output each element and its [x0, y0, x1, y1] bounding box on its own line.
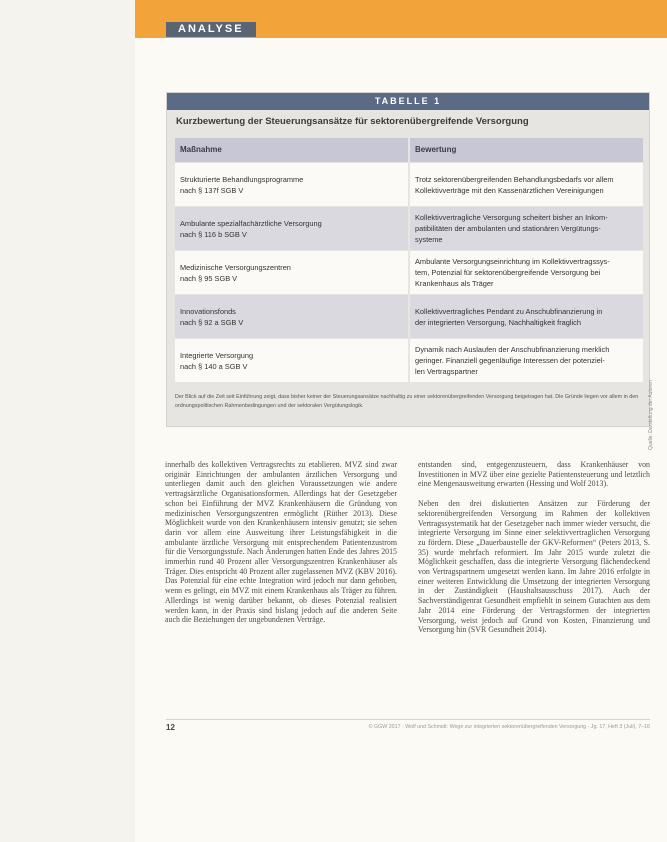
- assessment-line: systeme: [415, 235, 443, 244]
- side-credit: Quelle: Darstellung der Autoren: [648, 380, 654, 450]
- column-header-measure: Maßnahme: [175, 138, 408, 162]
- assessment-line: Dynamik nach Auslaufen der Anschubfinanzierung merklich: [415, 345, 610, 354]
- body-paragraph: innerhalb des kollektiven Vertragsrechts zu etablieren. MVZ sind zwar originär Einrichtungen der ambulanten ärztlichen Versorgung und unterliegen damit auch den gleichen Voraussetzungen wie andere vertragsärztliche Organisationsformen. Allerdings hat der Gesetzgeber schon bei Einführung der MVZ Krankenhäusern die Gründung von medizinischen Versorgungszentren ermöglicht (Rüther 2013). Diese Möglichkeit wurde von den Krankenhäusern intensiv genutzt; sie sehen darin vor allem eine Ausweitung ihrer Leistungsfähigkeit in die ambulante ärztliche Versorgung mit entsprechendem Patientenzustrom für die Versorgungsstufe. Nach Änderungen hatten Ende des Jahres 2015 immerhin rund 40 Prozent aller Versorgungszentren Krankenhäuser als Träger. Dies entspricht 40 Prozent aller zugelassenen MVZ (KBV 2016). Das Potenzial für eine echte Integration wird jedoch nur dann gehoben, wenn es gelingt, ein MVZ mit einem Krankenhaus als Träger zu führen. Allerdings ist wenig darüber bekannt, ob dieses Potenzial realisiert werden kann, in der Praxis sind bislang jedoch auf die anderen Seite auch die Beziehungen der ungebundenen Verträge.: [165, 460, 397, 625]
- body-column-right: [418, 460, 650, 635]
- measure-cell: [175, 295, 408, 338]
- assessment-cell: [410, 251, 643, 294]
- table-row: [175, 207, 643, 250]
- table-title: Kurzbewertung der Steuerungsansätze für sektorenübergreifende Versorgung: [176, 116, 529, 127]
- measure-line: nach § 95 SGB V: [180, 273, 238, 283]
- assessment-line: Trotz sektorenübergreifenden Behandlungsbedarfs vor allem: [415, 174, 614, 184]
- table-row: [175, 295, 643, 338]
- assessment-line: patibilitäten der ambulanten und stationären Vergütungs-: [415, 224, 601, 233]
- table-box: [166, 92, 650, 427]
- table-note: Der Blick auf die Zeit seit Einführung zeigt, dass bisher keiner der Steuerungsansätze nachhaltig zu einer sektorenübergreifenden Versorgung beigetragen hat. Die Gründe liegen vor allem in den ordnungspolitischen Rahmenbedingungen und der sektoralen Vergütungslogik.: [175, 394, 639, 409]
- page-margin: [0, 0, 135, 842]
- body-paragraph: entstanden sind, entgegenzusteuern, dass Krankenhäuser von Investitionen in MVZ über eine gezielte Patientensteuerung und letztlich eine Mengenausweitung erwarten (Hessing und Wolf 2013).: [418, 460, 650, 489]
- assessment-line: geringer. Finanziell gegenläufige Interessen der potenziel-: [415, 356, 605, 365]
- measure-line: Ambulante spezialfachärztliche Versorgung: [180, 218, 322, 228]
- measure-line: nach § 92 a SGB V: [180, 317, 244, 327]
- assessment-line: der integrierten Versorgung, Nachhaltigkeit fraglich: [415, 317, 581, 327]
- table-row: [175, 251, 643, 294]
- table-row: [175, 163, 643, 206]
- measure-cell: [175, 163, 408, 206]
- measure-line: Integrierte Versorgung: [180, 350, 254, 360]
- assessment-line: Krankenhaus als Träger: [415, 279, 494, 288]
- page-number: 12: [166, 723, 175, 732]
- body-paragraph: Neben den drei diskutierten Ansätzen zur Förderung der sektorenübergreifenden Versorgung im Rahmen der kollektiven Vertragssystematik hat der Gesetzgeber nach immer wieder versucht, die integrierte Versorgung im Sinne einer selektivvertraglichen Versorgung zu fördern. Diese „Dauerbaustelle der GKV-Reformen“ (Peters 2013, S. 35) wurde mehrfach reformiert. Im Jahr 2015 wurde zuletzt die Möglichkeit geschaffen, dass die integrierte Versorgung flächendeckend von Vertragspartnern umgesetzt werden kann. Im Jahre 2016 erfolgte in einer weiteren Entwicklung die Umsetzung der integrierten Versorgung in der Zuständigkeit (Haushaltsausschuss 2017). Auch der Sachverständigenrat Gesundheit empfiehlt in seinem Gutachten aus dem Jahr 2014 eine Förderung der Vertragsformen der integrierten Versorgung, weist jedoch auf Grund von Kosten, Finanzierung und Versorgung hin (SVR Gesundheit 2014).: [418, 499, 650, 635]
- table-header-row: [175, 138, 643, 162]
- table-grid: [175, 138, 643, 383]
- assessment-line: len Vertragspartner: [415, 367, 478, 376]
- assessment-line: Kollektivvertragliches Pendant zu Anschubfinanzierung in: [415, 306, 603, 316]
- table-row: [175, 339, 643, 382]
- table-label: TABELLE 1: [167, 93, 649, 110]
- measure-cell: [175, 339, 408, 382]
- measure-line: Strukturierte Behandlungsprogramme: [180, 174, 304, 184]
- assessment-line: Ambulante Versorgungseinrichtung im Kollektivvertragssys-: [415, 257, 610, 266]
- column-header-assessment: Bewertung: [410, 138, 643, 162]
- measure-line: nach § 137f SGB V: [180, 185, 244, 195]
- assessment-line: tem, Potenzial für sektorenübergreifende Versorgung bei: [415, 268, 601, 277]
- page-footer: [166, 719, 650, 733]
- section-label: ANALYSE: [166, 22, 256, 37]
- assessment-cell: [410, 163, 643, 206]
- measure-line: Medizinische Versorgungszentren: [180, 262, 291, 272]
- measure-cell: [175, 251, 408, 294]
- assessment-line: Kollektivverträge mit den Kassenärztlichen Vereinigungen: [415, 185, 604, 195]
- measure-line: Innovationsfonds: [180, 306, 236, 316]
- footer-citation: © GGW 2017 · Wolf und Schmidt: Wege zur integrierten sektorenübergreifenden Versorgung · Jg. 17, Heft 3 (Juli), 7–16: [368, 724, 650, 730]
- assessment-line: Kollektivvertragliche Versorgung scheitert bisher an Inkom-: [415, 213, 608, 222]
- body-column-left: [165, 460, 397, 625]
- assessment-cell: [410, 295, 643, 338]
- assessment-cell: [410, 207, 643, 250]
- assessment-cell: [410, 339, 643, 382]
- measure-cell: [175, 207, 408, 250]
- measure-line: nach § 140 a SGB V: [180, 361, 248, 371]
- measure-line: nach § 116 b SGB V: [180, 229, 247, 239]
